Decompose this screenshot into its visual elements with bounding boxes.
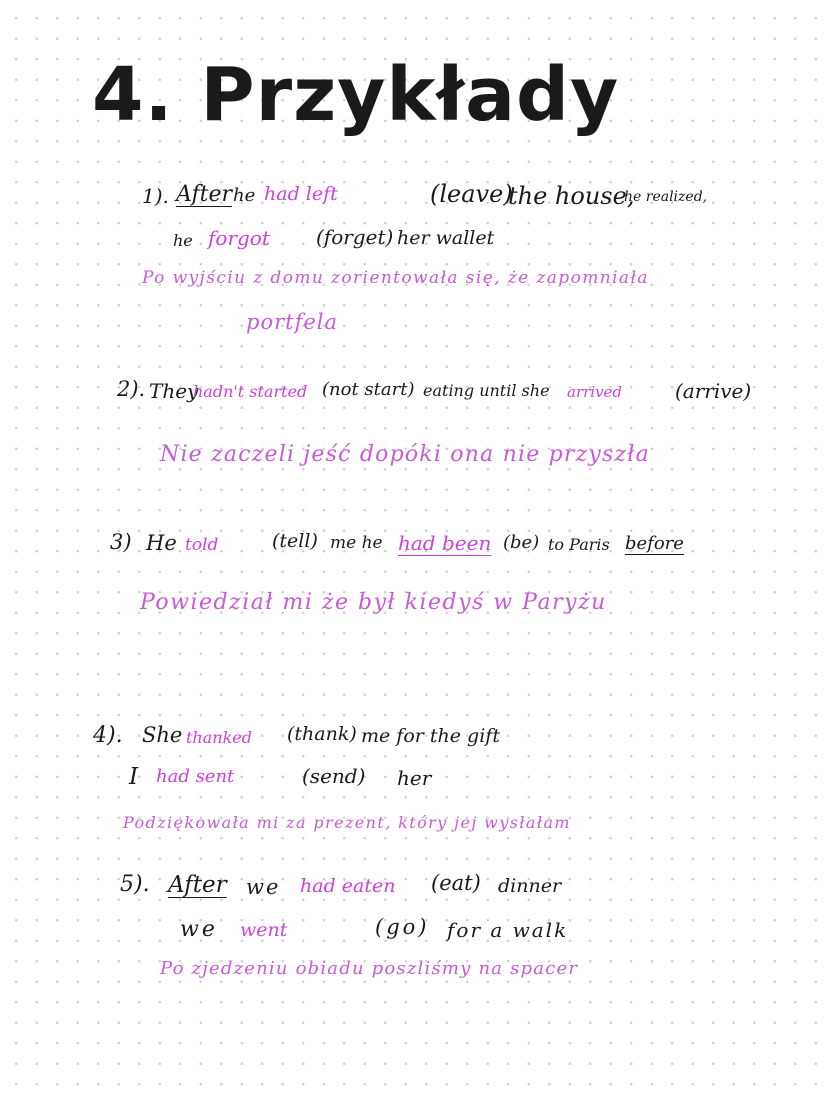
example-number: 2). bbox=[117, 377, 146, 401]
example-number: 4). bbox=[93, 723, 123, 748]
word: After bbox=[176, 182, 233, 207]
verb-hint: (go) bbox=[375, 915, 430, 939]
word: her wallet bbox=[397, 227, 495, 249]
translation: Po wyjściu z domu zorientowała się, że zapomniała bbox=[142, 268, 649, 288]
word: for a walk bbox=[447, 918, 569, 942]
verb-hint: (thank) bbox=[287, 723, 357, 745]
word: the house, bbox=[508, 182, 635, 210]
word: her bbox=[397, 766, 432, 790]
answer-verb: had been bbox=[398, 531, 492, 555]
translation: Po zjedzeniu obiadu poszliśmy na spacer bbox=[160, 958, 579, 979]
translation: Nie zaczeli jeść dopóki ona nie przyszła bbox=[160, 442, 650, 467]
word: me he bbox=[330, 533, 383, 553]
verb-hint: (tell) bbox=[272, 530, 318, 552]
word: we bbox=[246, 875, 281, 899]
word: to Paris bbox=[548, 535, 610, 554]
word: eating until she bbox=[423, 381, 550, 400]
answer-verb: forgot bbox=[208, 226, 270, 250]
verb-hint: (leave) bbox=[430, 180, 513, 208]
word: me for the gift bbox=[361, 725, 500, 747]
answer-verb: had eaten bbox=[300, 875, 396, 897]
example-number: 5). bbox=[120, 872, 150, 897]
word: I bbox=[129, 764, 139, 790]
page-title: 4. Przykłady bbox=[92, 52, 620, 138]
word: before bbox=[625, 533, 684, 554]
verb-hint: (be) bbox=[503, 532, 540, 553]
word: we bbox=[180, 917, 218, 942]
example-number: 1). bbox=[142, 184, 169, 208]
word: He bbox=[146, 531, 177, 555]
word: She bbox=[142, 723, 183, 747]
answer-verb: thanked bbox=[186, 728, 252, 747]
word: dinner bbox=[498, 875, 562, 897]
verb-hint: (arrive) bbox=[675, 379, 752, 403]
verb-hint: (forget) bbox=[316, 225, 394, 249]
answer-verb: went bbox=[240, 919, 288, 941]
word: he bbox=[173, 231, 193, 250]
translation: portfela bbox=[246, 310, 338, 334]
answer-verb: told bbox=[185, 535, 219, 555]
answer-verb: had sent bbox=[156, 766, 235, 787]
word: he realized, bbox=[624, 189, 708, 205]
word: They bbox=[149, 379, 199, 403]
example-number: 3) bbox=[110, 530, 132, 554]
translation: Podziękowała mi za prezent, który jej wysłałam bbox=[123, 813, 571, 832]
verb-hint: (eat) bbox=[431, 871, 481, 895]
answer-verb: had left bbox=[264, 183, 338, 205]
word: he bbox=[233, 185, 256, 206]
word: After bbox=[168, 872, 227, 898]
verb-hint: (send) bbox=[302, 764, 366, 788]
verb-hint: (not start) bbox=[322, 379, 415, 400]
answer-verb: hadn't started bbox=[193, 382, 308, 401]
answer-verb: arrived bbox=[567, 383, 623, 401]
translation: Powiedział mi że był kiedyś w Paryżu bbox=[140, 590, 607, 615]
